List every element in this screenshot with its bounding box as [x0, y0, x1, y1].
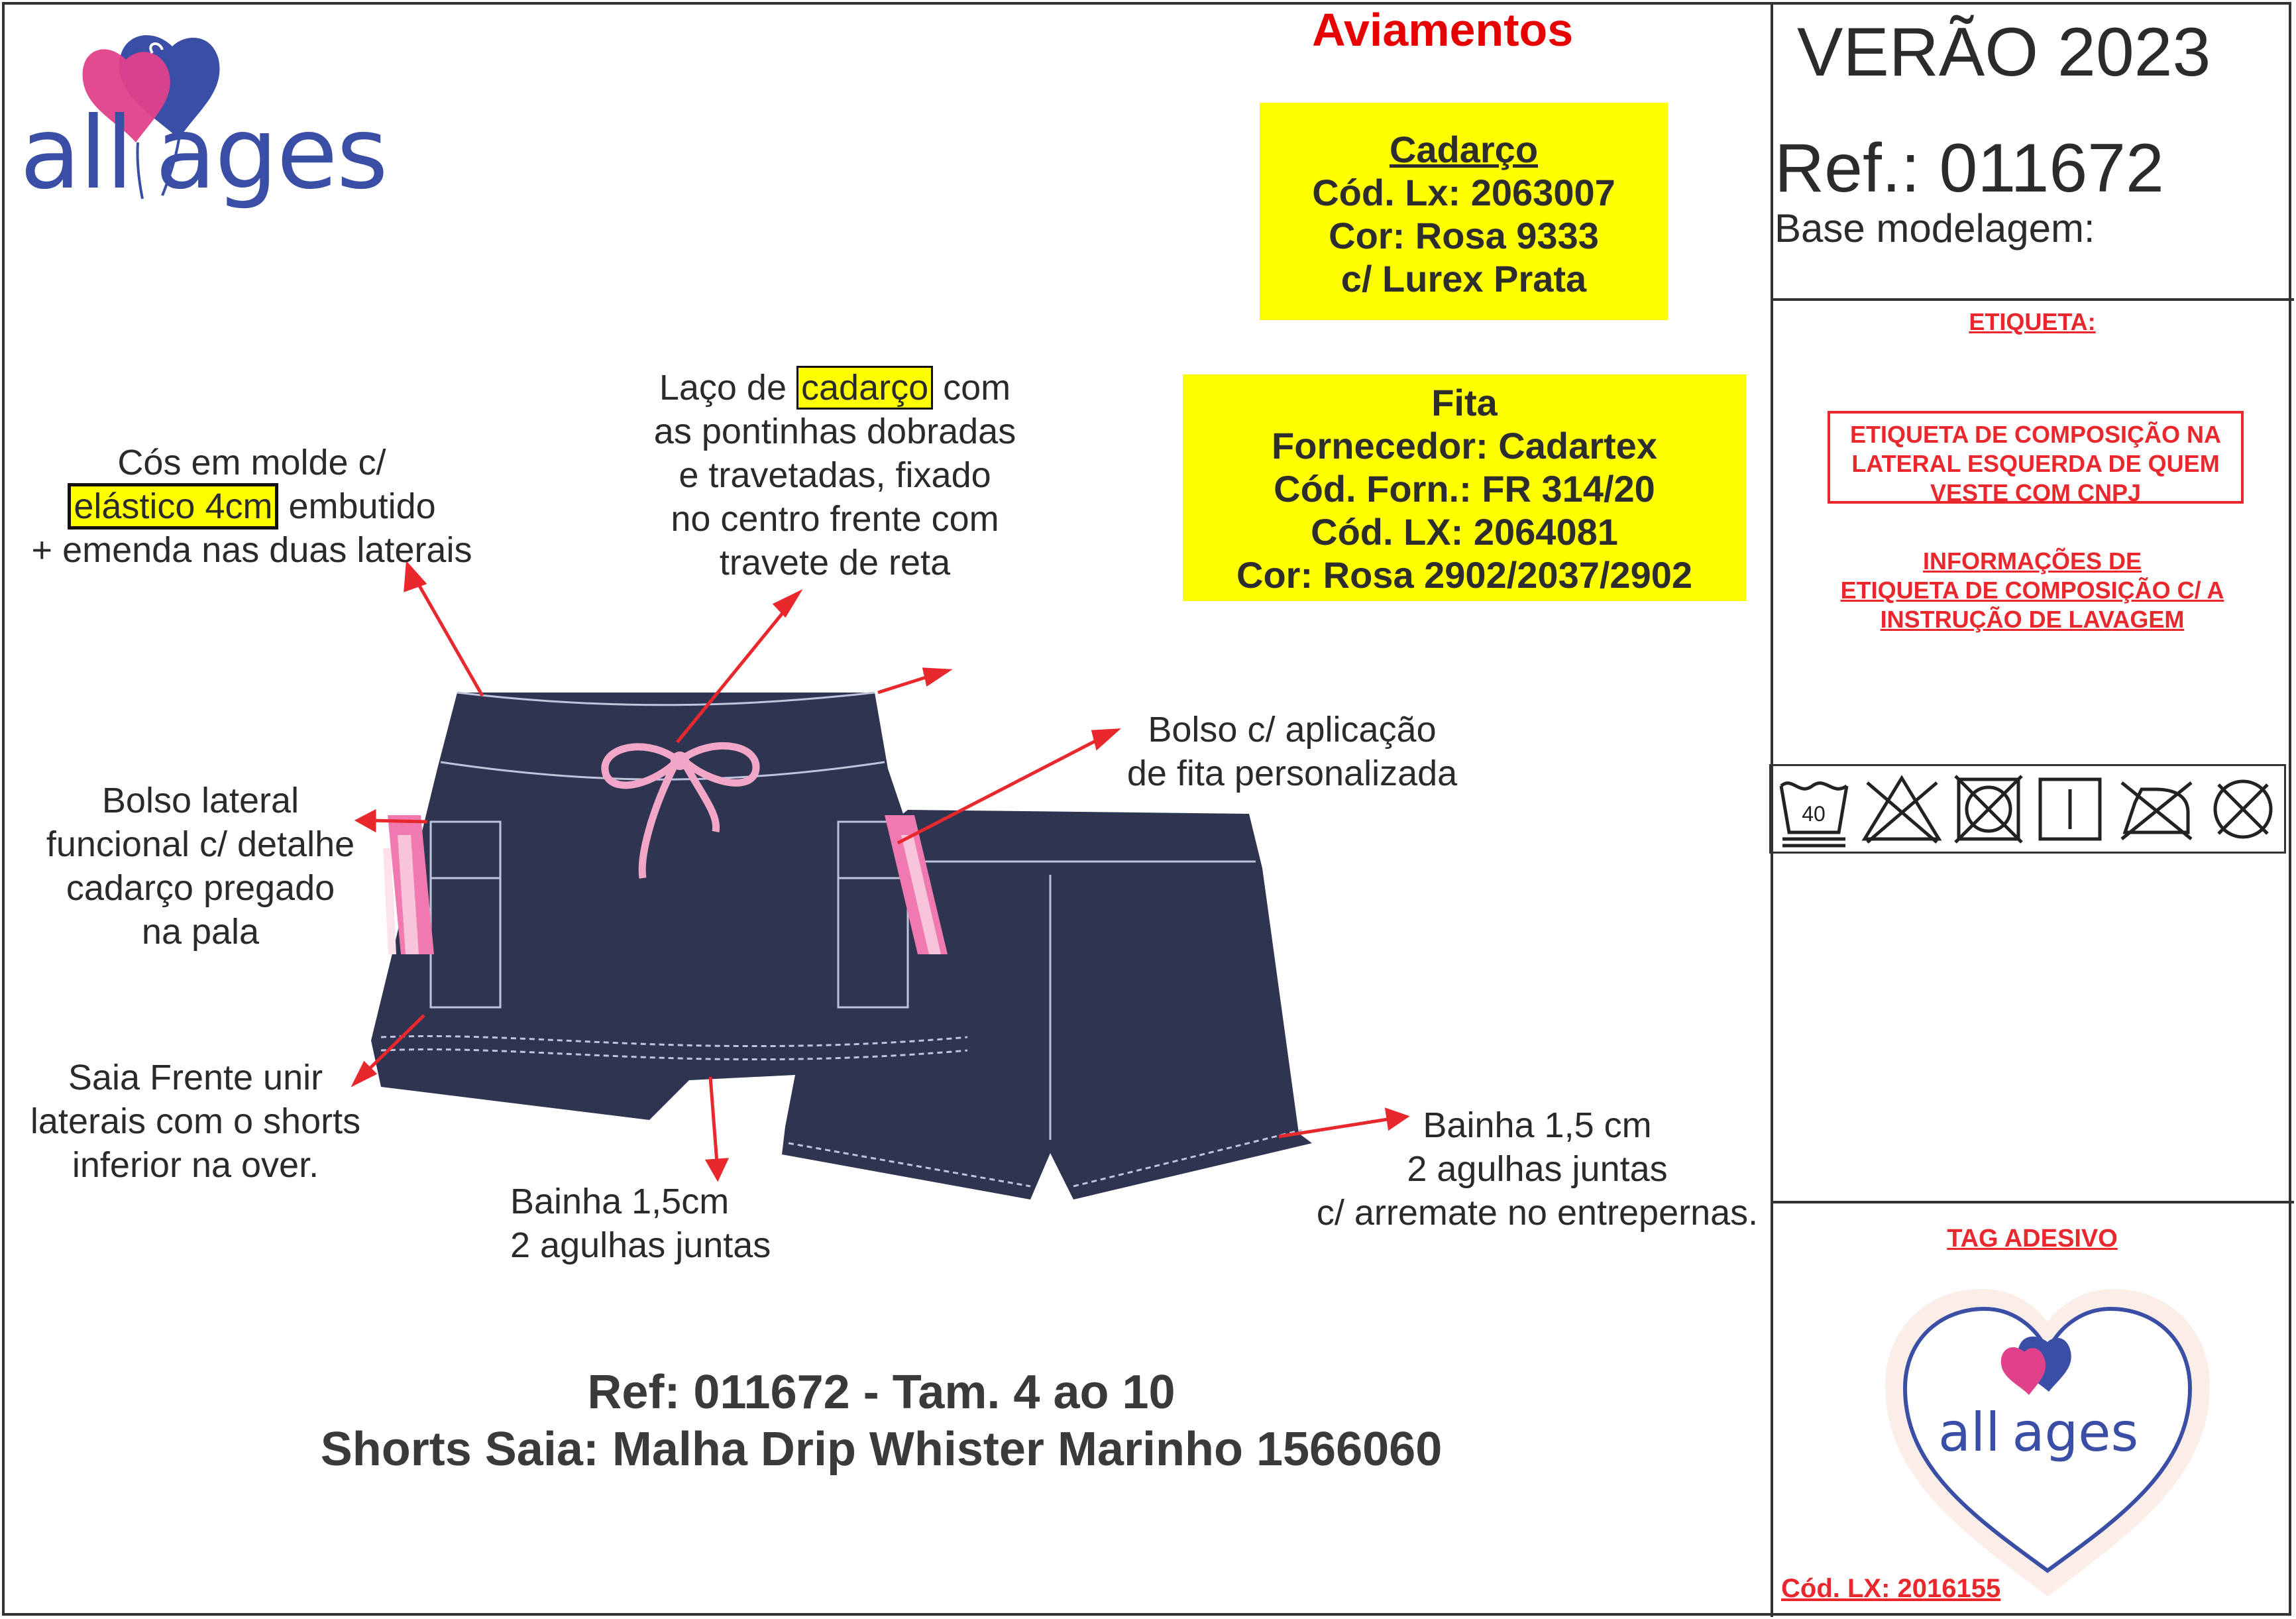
etiqueta-composicao-box [1828, 411, 2244, 504]
note-saia-line-2: laterais com o shorts [30, 1101, 361, 1141]
fita-code: Cód. LX: 2064081 [1311, 511, 1618, 553]
note-bainha-left-line-2: 2 agulhas juntas [510, 1225, 771, 1265]
no-bleach-icon [1861, 773, 1943, 846]
note-laco-prefix: Laço de [659, 368, 796, 408]
tag-code: Cód. LX: 2016155 [1781, 1574, 2001, 1603]
note-cos [13, 441, 490, 572]
etiqueta-informacoes [1771, 547, 2294, 634]
tag-logo-text-right: ages [2012, 1402, 2139, 1463]
note-bolso-lateral-line-2: funcional c/ detalhe [46, 824, 355, 864]
season-label: VERÃO 2023 [1797, 14, 2211, 91]
note-bainha-left-line-1: Bainha 1,5cm [510, 1182, 730, 1221]
etiqueta-title: ETIQUETA: [1969, 308, 2096, 335]
fita-supplier: Fornecedor: Cadartex [1272, 425, 1657, 467]
note-cos-highlight: elástico 4cm [68, 483, 278, 530]
cadarco-code: Cód. Lx: 2063007 [1312, 172, 1615, 213]
tag-title: TAG ADESIVO [1947, 1225, 2118, 1253]
informacoes-line-1: INFORMAÇÕES DE [1922, 547, 2142, 575]
cadarco-detail: c/ Lurex Prata [1340, 258, 1587, 300]
note-bolso-fita [1093, 708, 1491, 795]
care-symbols-row [1769, 764, 2286, 854]
composicao-line-1: ETIQUETA DE COMPOSIÇÃO NA [1849, 421, 2222, 448]
aviamentos-title: Aviamentos [1312, 4, 1574, 56]
fita-color: Cor: Rosa 2902/2037/2902 [1236, 554, 1692, 596]
skirt-front-view [371, 693, 977, 1120]
note-saia [7, 1056, 384, 1187]
note-bainha-right [1295, 1103, 1779, 1235]
no-tumble-dry-icon [1952, 773, 2025, 846]
wash-40-icon [1776, 769, 1852, 849]
note-bainha-right-line-1: Bainha 1,5 cm [1423, 1105, 1652, 1145]
tag-logo-text-left: all [1938, 1402, 2000, 1463]
note-laco [610, 366, 1060, 585]
cadarco-color: Cor: Rosa 9333 [1329, 215, 1599, 256]
tag-divider [1771, 1201, 2294, 1203]
note-laco-line-2: as pontinhas dobradas [653, 412, 1016, 451]
product-title-line-2: Shorts Saia: Malha Drip Whister Marinho 1566060 [320, 1423, 1443, 1476]
composicao-line-2: LATERAL ESQUERDA DE QUEM [1851, 450, 2220, 477]
note-bolso-lateral-line-3: cadarço pregado [66, 868, 335, 908]
note-laco-highlight: cadarço [796, 366, 933, 410]
note-saia-line-1: Saia Frente unir [68, 1058, 323, 1097]
note-bainha-right-line-3: c/ arremate no entrepernas. [1316, 1193, 1759, 1233]
line-dry-icon [2034, 773, 2106, 846]
logo-text-left: all [20, 96, 133, 211]
fita-heading: Fita [1431, 382, 1498, 423]
note-bolso-fita-line-2: de fita personalizada [1126, 754, 1458, 793]
note-laco-suffix: com [933, 368, 1011, 408]
note-cos-line-3: + emenda nas duas laterais [31, 530, 472, 570]
no-iron-icon [2115, 773, 2198, 846]
tag-heart [1875, 1286, 2220, 1597]
wash-temp-label: 40 [1801, 801, 1826, 826]
informacoes-line-2: ETIQUETA DE COMPOSIÇÃO C/ A [1840, 577, 2224, 604]
base-modelagem-label: Base modelagem: [1775, 206, 2095, 251]
informacoes-line-3: INSTRUÇÃO DE LAVAGEM [1880, 606, 2185, 633]
note-bolso-lateral-line-1: Bolso lateral [101, 781, 300, 820]
ref-label: Ref.: 011672 [1775, 130, 2164, 207]
fita-supplier-code: Cód. Forn.: FR 314/20 [1274, 468, 1655, 510]
note-cos-line-1: Cós em molde c/ [117, 443, 386, 482]
product-title [199, 1364, 1564, 1478]
composicao-line-3: VESTE COM CNPJ [1930, 479, 2142, 506]
logo-text-right: ages [155, 96, 387, 211]
note-saia-line-3: inferior na over. [72, 1145, 319, 1185]
note-bolso-lateral-line-4: na pala [141, 912, 260, 952]
note-bolso-lateral [13, 779, 388, 954]
header-divider [1771, 298, 2294, 301]
note-laco-line-3: e travetadas, fixado [679, 455, 991, 495]
product-title-line-1: Ref: 011672 - Tam. 4 ao 10 [587, 1366, 1175, 1419]
cadarco-heading: Cadarço [1389, 129, 1539, 170]
note-bainha-right-line-2: 2 agulhas juntas [1407, 1149, 1668, 1189]
note-bolso-fita-line-1: Bolso c/ aplicação [1148, 710, 1437, 750]
note-laco-line-4: no centro frente com [671, 499, 999, 539]
note-laco-line-5: travete de reta [719, 543, 951, 583]
note-bainha-left [510, 1180, 771, 1267]
no-dry-clean-icon [2207, 773, 2279, 846]
note-cos-line-2: embutido [278, 486, 436, 526]
